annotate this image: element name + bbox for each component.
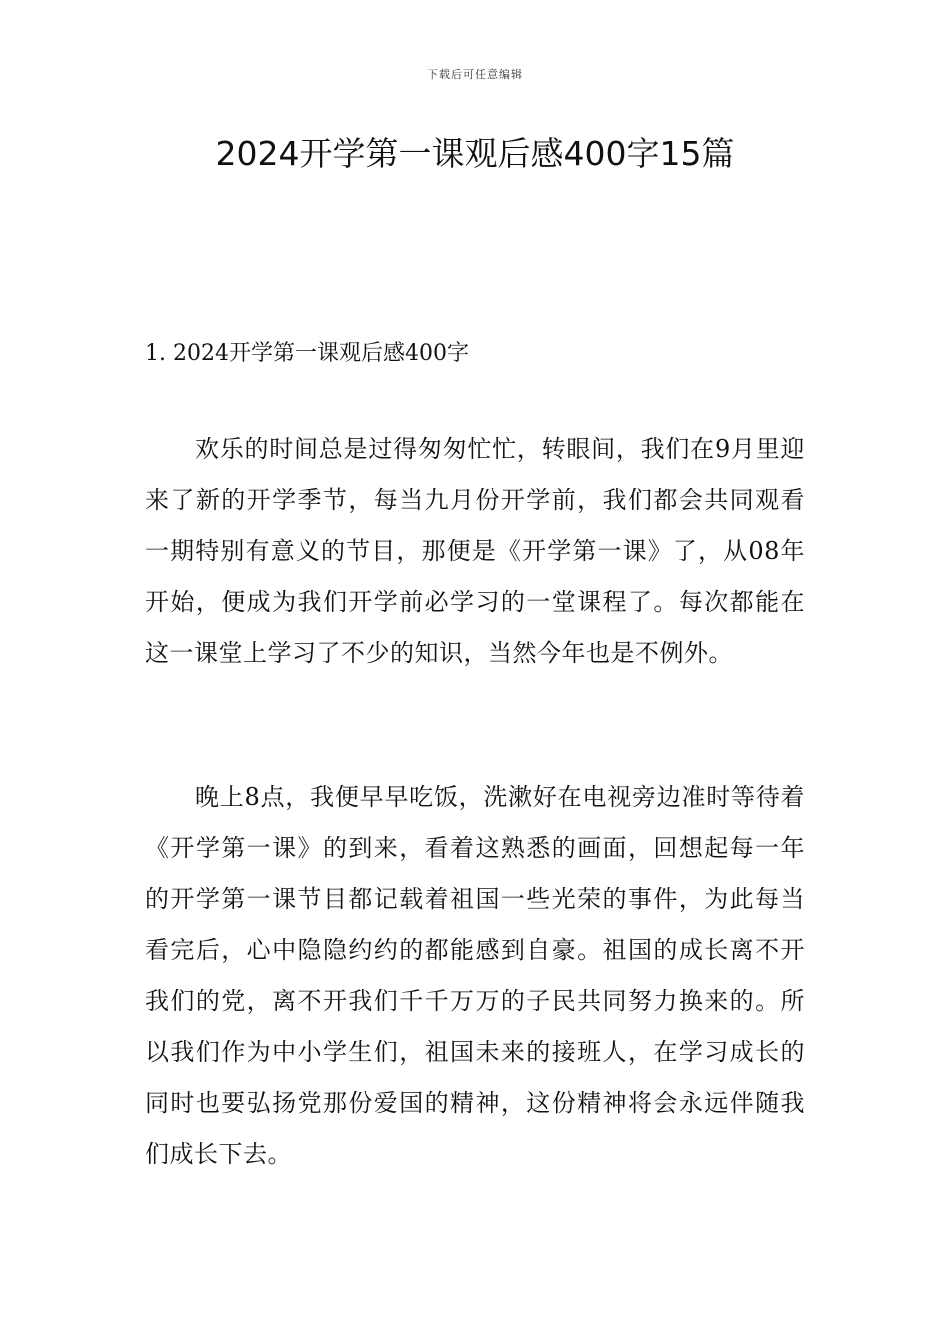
paragraph-1: 欢乐的时间总是过得匆匆忙忙，转眼间，我们在9月里迎来了新的开学季节，每当九月份开学前，我们都会共同观看一期特别有意义的节目，那便是《开学第一课》了，从08年开始，便成为我们开学前必学习的一堂课程了。每次都能在这一课堂上学习了不少的知识，当然今年也是不例外。	[145, 435, 805, 667]
paragraph-2: 晚上8点，我便早早吃饭，洗漱好在电视旁边准时等待着《开学第一课》的到来，看着这熟悉的画面，回想起每一年的开学第一课节目都记载着祖国一些光荣的事件，为此每当看完后，心中隐隐约约的都能感到自豪。祖国的成长离不开我们的党，离不开我们千千万万的子民共同努力换来的。所以我们作为中小学生们，祖国未来的接班人，在学习成长的同时也要弘扬党那份爱国的精神，这份精神将会永远伴随我们成长下去。	[145, 783, 805, 1168]
section-heading: 1. 2024开学第一课观后感400字	[145, 341, 469, 366]
document-title: 2024开学第一课观后感400字15篇	[215, 134, 735, 173]
header-note: 下载后可任意编辑	[427, 68, 523, 81]
